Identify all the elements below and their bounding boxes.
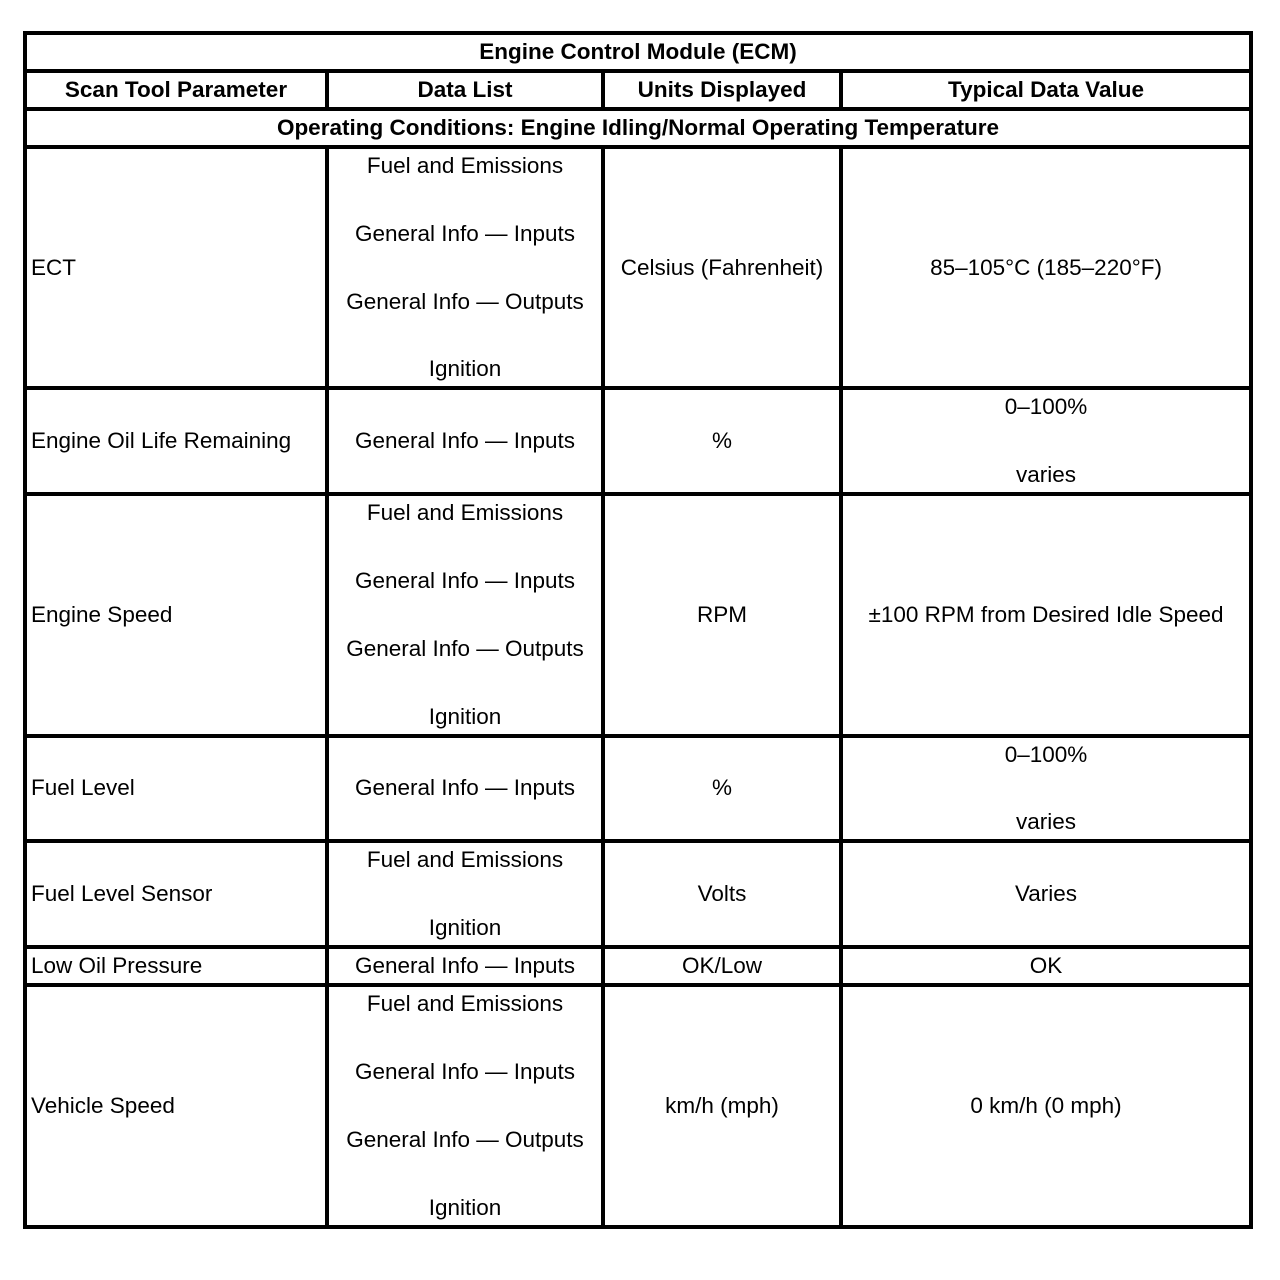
typical-value-cell [841, 985, 1251, 1226]
typical-value-cell [841, 388, 1251, 494]
units-cell: Volts [603, 841, 841, 947]
data-list-entry: General Info — Inputs [354, 775, 576, 801]
typical-value-entry: 0 km/h (0 mph) [970, 1092, 1122, 1118]
table-row [25, 947, 1251, 985]
parameter-cell: ECT [25, 147, 327, 388]
data-list-cell [327, 985, 603, 1226]
data-list-entry: General Info — Inputs [354, 567, 576, 593]
typical-value-cell [841, 736, 1251, 842]
typical-value-entry: OK [1029, 953, 1063, 979]
units-cell: % [603, 736, 841, 842]
typical-value-entry: 0–100% [1004, 741, 1088, 767]
table-body [25, 147, 1251, 1227]
data-list-entry: General Info — Inputs [354, 953, 576, 979]
data-list-cell [327, 736, 603, 842]
table-title: Engine Control Module (ECM) [25, 33, 1251, 71]
table-row [25, 841, 1251, 947]
data-list-entry: Fuel and Emissions [366, 847, 564, 873]
ecm-data-table [23, 31, 1253, 1229]
table-row [25, 736, 1251, 842]
parameter-cell: Low Oil Pressure [25, 947, 327, 985]
header-units-displayed: Units Displayed [603, 71, 841, 109]
units-cell: RPM [603, 494, 841, 735]
data-list-entry: General Info — Outputs [346, 288, 584, 314]
units-cell: km/h (mph) [603, 985, 841, 1226]
table-row [25, 985, 1251, 1226]
typical-value-cell [841, 841, 1251, 947]
data-list-cell [327, 147, 603, 388]
data-list-entry: General Info — Inputs [354, 428, 576, 454]
table-row [25, 147, 1251, 388]
data-list-cell [327, 494, 603, 735]
typical-value-entry: 85–105°C (185–220°F) [930, 254, 1162, 280]
data-list-entry: Ignition [428, 915, 502, 941]
table-title-row [25, 33, 1251, 71]
table-row [25, 388, 1251, 494]
typical-value-entry: Varies [1014, 881, 1078, 907]
data-list-entry: Fuel and Emissions [366, 991, 564, 1017]
data-list-cell [327, 947, 603, 985]
data-list-entry: Fuel and Emissions [366, 500, 564, 526]
typical-value-entry: varies [1016, 462, 1077, 488]
header-typical-data-value: Typical Data Value [841, 71, 1251, 109]
operating-conditions: Operating Conditions: Engine Idling/Normal Operating Temperature [25, 109, 1251, 147]
header-scan-tool-parameter: Scan Tool Parameter [25, 71, 327, 109]
header-data-list: Data List [327, 71, 603, 109]
typical-value-cell [841, 494, 1251, 735]
data-list-entry: General Info — Outputs [346, 1126, 584, 1152]
units-cell: % [603, 388, 841, 494]
parameter-cell: Fuel Level Sensor [25, 841, 327, 947]
parameter-cell: Fuel Level [25, 736, 327, 842]
data-list-entry: General Info — Outputs [346, 635, 584, 661]
data-list-entry: Fuel and Emissions [366, 153, 564, 178]
units-cell: OK/Low [603, 947, 841, 985]
data-list-entry: Ignition [428, 703, 502, 729]
data-list-entry: Ignition [428, 1194, 502, 1220]
data-list-entry: General Info — Inputs [354, 220, 576, 246]
typical-value-entry: varies [1016, 809, 1077, 835]
typical-value-cell [841, 147, 1251, 388]
typical-value-cell [841, 947, 1251, 985]
typical-value-entry: 0–100% [1004, 394, 1088, 420]
data-list-cell [327, 841, 603, 947]
column-header-row [25, 71, 1251, 109]
data-list-cell [327, 388, 603, 494]
data-list-entry: General Info — Inputs [354, 1058, 576, 1084]
parameter-cell: Engine Oil Life Remaining [25, 388, 327, 494]
parameter-cell: Engine Speed [25, 494, 327, 735]
typical-value-entry: ±100 RPM from Desired Idle Speed [868, 601, 1224, 627]
table-row [25, 494, 1251, 735]
parameter-cell: Vehicle Speed [25, 985, 327, 1226]
conditions-row [25, 109, 1251, 147]
data-list-entry: Ignition [428, 356, 502, 382]
units-cell: Celsius (Fahrenheit) [603, 147, 841, 388]
